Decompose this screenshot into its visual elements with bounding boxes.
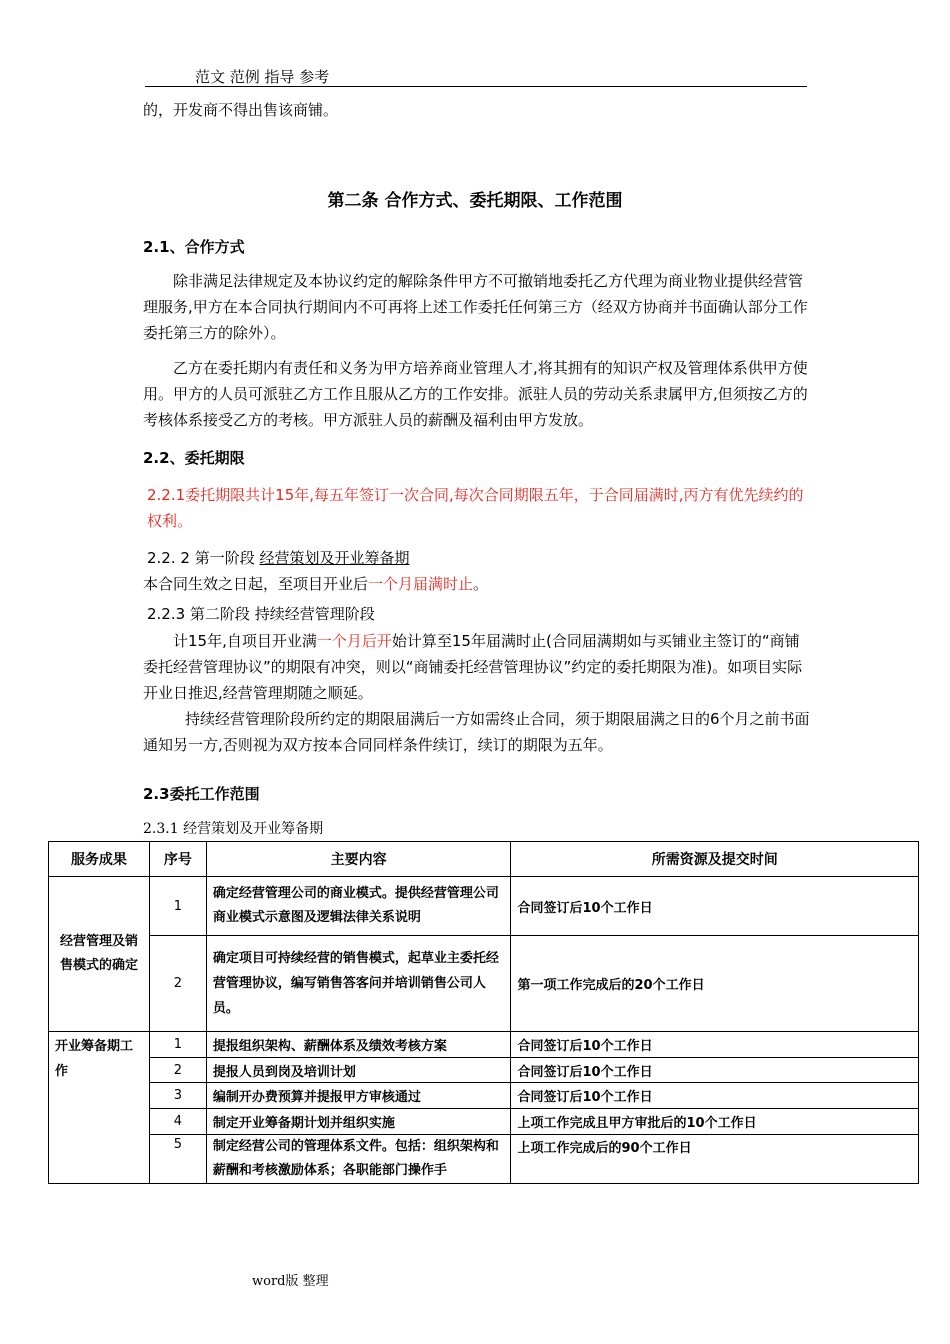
table-row (49, 1109, 919, 1135)
col-header: 服务成果 (49, 842, 150, 877)
col-header: 所需资源及提交时间 (511, 842, 919, 877)
table-header-row (49, 842, 919, 877)
row-content: 提报人员到岗及培训计划 (206, 1058, 511, 1083)
heading-2-1: 2.1、合作方式 (143, 238, 245, 256)
paragraph-2-2-1: 2.2.1委托期限共计15年,每五年签订一次合同,每次合同期限五年，于合同届满时,丙方有优先续约的权利。 (147, 486, 804, 530)
row-time: 上项工作完成且甲方审批后的10个工作日 (511, 1109, 919, 1135)
row-content: 制定开业筹备期计划并组织实施 (206, 1109, 511, 1135)
stage1-label: 2.2. 2 第一阶段 (147, 549, 260, 567)
continued-line: 的，开发商不得出售该商铺。 (143, 101, 339, 119)
row-number: 4 (149, 1109, 206, 1135)
heading-2-3: 2.3委托工作范围 (143, 785, 260, 803)
stage2-text-rest: 始计算至15年届满时止(合同届满期如与买铺业主签订的“商铺委托经营管理协议”的期限有冲突，则以“商铺委托经营管理协议”约定的委托期限为准)。如项目实际开业日推迟,经营管理期随之顺延。 (143, 632, 803, 702)
row-time: 合同签订后10个工作日 (511, 1058, 919, 1083)
table-row (49, 1058, 919, 1083)
paragraph-stage2-period (143, 628, 813, 706)
paragraph-stage1-period (143, 571, 813, 597)
page-footer: word版 整理 (252, 1274, 329, 1289)
stage1-red-text: 一个月届满时止 (368, 575, 474, 593)
table-row (49, 1135, 919, 1184)
row-time: 第一项工作完成后的20个工作日 (511, 936, 919, 1032)
table-row (49, 877, 919, 936)
col-header: 序号 (149, 842, 206, 877)
group-cell: 开业筹备期工作 (49, 1032, 150, 1184)
paragraph-2-2-3: 2.2.3 第二阶段 持续经营管理阶段 (147, 605, 375, 623)
paragraph-2-2-2 (147, 545, 817, 571)
row-number: 5 (149, 1135, 206, 1184)
row-content: 确定经营管理公司的商业模式。提供经营管理公司商业模式示意图及逻辑法律关系说明 (206, 877, 511, 936)
row-number: 2 (149, 936, 206, 1032)
row-time: 合同签订后10个工作日 (511, 1032, 919, 1058)
row-number: 2 (149, 1058, 206, 1083)
stage2-red-text: 一个月后开 (316, 632, 392, 650)
row-content: 确定项目可持续经营的销售模式，起草业主委托经营管理协议，编写销售答客问并培训销售公司人员。 (206, 936, 511, 1032)
work-scope-table (48, 841, 919, 1184)
row-content: 提报组织架构、薪酬体系及绩效考核方案 (206, 1032, 511, 1058)
row-number: 1 (149, 1032, 206, 1058)
row-content: 编制开办费预算并提报甲方审核通过 (206, 1083, 511, 1109)
row-number: 1 (149, 877, 206, 936)
row-time: 上项工作完成后的90个工作日 (511, 1135, 919, 1184)
table-row (49, 936, 919, 1032)
col-header: 主要内容 (206, 842, 511, 877)
table-row (49, 1032, 919, 1058)
section-title: 第二条 合作方式、委托期限、工作范围 (327, 191, 623, 211)
row-content: 制定经营公司的管理体系文件。包括：组织架构和薪酬和考核激励体系；各职能部门操作手 (206, 1135, 511, 1184)
heading-2-2: 2.2、委托期限 (143, 449, 245, 467)
stage2-text: 计15年,自项目开业满 (173, 632, 317, 650)
page-header: 范文 范例 指导 参考 (195, 68, 330, 86)
group-cell: 经营管理及销售模式的确定 (49, 877, 150, 1032)
header-rule (145, 86, 807, 87)
paragraph-cooperation: 除非满足法律规定及本协议约定的解除条件甲方不可撤销地委托乙方代理为商业物业提供经营管理服务,甲方在本合同执行期间内不可再将上述工作委托任何第三方（经双方协商并书面确认部分工作委托第三方的除外）。 (143, 272, 808, 342)
table-row (49, 1083, 919, 1109)
stage1-end: 。 (473, 575, 489, 593)
row-time: 合同签订后10个工作日 (511, 877, 919, 936)
heading-2-3-1: 2.3.1 经营策划及开业筹备期 (143, 821, 324, 837)
stage1-text: 本合同生效之日起，至项目开业后 (143, 575, 369, 593)
row-time: 合同签订后10个工作日 (511, 1083, 919, 1109)
paragraph-talent: 乙方在委托期内有责任和义务为甲方培养商业管理人才,将其拥有的知识产权及管理体系供甲方使用。甲方的人员可派驻乙方工作且服从乙方的工作安排。派驻人员的劳动关系隶属甲方,但须按乙方的考核体系接受乙方的考核。甲方派驻人员的薪酬及福利由甲方发放。 (143, 359, 808, 429)
stage1-title: 经营策划及开业筹备期 (259, 549, 410, 567)
paragraph-renewal: 持续经营管理阶段所约定的期限届满后一方如需终止合同，须于期限届满之日的6个月之前书面通知另一方,否则视为双方按本合同同样条件续订，续订的期限为五年。 (143, 710, 810, 754)
row-number: 3 (149, 1083, 206, 1109)
